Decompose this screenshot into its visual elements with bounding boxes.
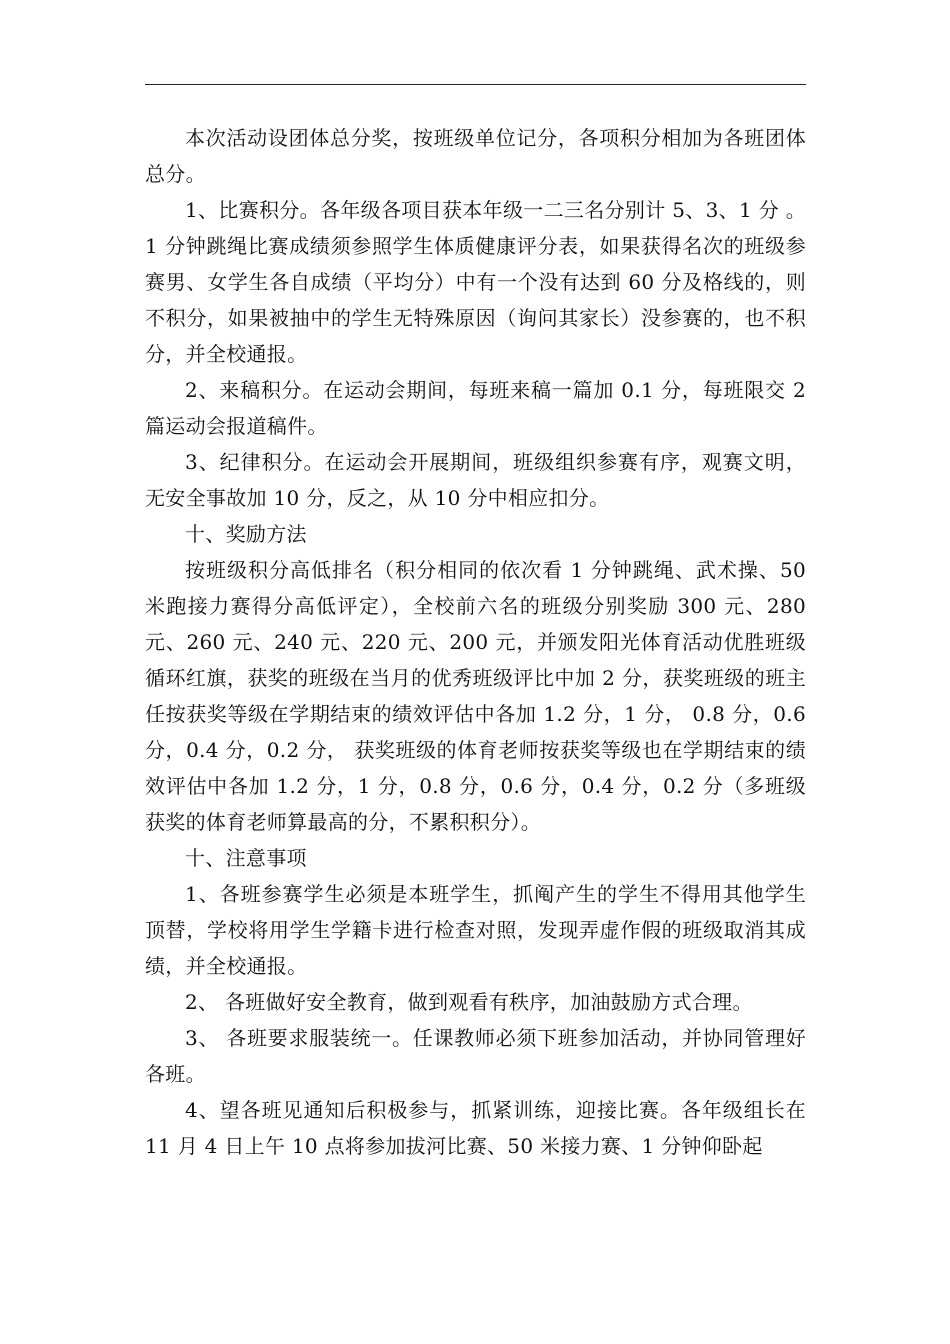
paragraph-note-1: 1、各班参赛学生必须是本班学生，抓阄产生的学生不得用其他学生顶替，学校将用学生学籍卡进行检查对照，发现弄虚作假的班级取消其成绩，并全校通报。 [145, 882, 806, 978]
paragraph-submission-points: 2、来稿积分。在运动会期间，每班来稿一篇加 0.1 分，每班限交 2 篇运动会报道稿件。 [145, 378, 806, 438]
paragraph-competition-points: 1、比赛积分。各年级各项目获本年级一二三名分别计 5、3、1 分 。1 分钟跳绳比赛成绩须参照学生体质健康评分表，如果获得名次的班级参赛男、女学生各自成绩（平均分）中有一个没有达到 60 分及格线的，则不积分，如果被抽中的学生无特殊原因（询问其家长）没参赛的，也不积分，并全校通报。 [145, 198, 806, 366]
document-body [145, 120, 806, 1164]
paragraph-team-score: 本次活动设团体总分奖，按班级单位记分，各项积分相加为各班团体总分。 [145, 126, 806, 186]
paragraph-rewards: 按班级积分高低排名（积分相同的依次看 1 分钟跳绳、武术操、50 米跑接力赛得分高低评定），全校前六名的班级分别奖励 300 元、280 元、260 元、240 元、220 元、200 元，并颁发阳光体育活动优胜班级循环红旗，获奖的班级在当月的优秀班级评比中加 2 分，获奖班级的班主任按获奖等级在学期结束的绩效评估中各加 1.2 分，1 分， 0.8 分，0.6 分，0.4 分，0.2 分， 获奖班级的体育老师按获奖等级也在学期结束的绩效评估中各加 1.2 分，1 分，0.8 分，0.6 分，0.4 分，0.2 分（多班级获奖的体育老师算最高的分，不累积积分）。 [145, 558, 806, 834]
section-heading-rewards: 十、奖励方法 [185, 522, 307, 546]
header-rule [145, 84, 806, 85]
paragraph-note-4: 4、望各班见通知后积极参与，抓紧训练，迎接比赛。各年级组长在 11 月 4 日上午 10 点将参加拔河比赛、50 米接力赛、1 分钟仰卧起 [145, 1098, 806, 1158]
paragraph-note-3: 3、 各班要求服装统一。任课教师必须下班参加活动，并协同管理好各班。 [145, 1026, 806, 1086]
paragraph-note-2: 2、 各班做好安全教育，做到观看有秩序，加油鼓励方式合理。 [185, 990, 753, 1014]
section-heading-notes: 十、注意事项 [185, 846, 307, 870]
paragraph-discipline-points: 3、纪律积分。在运动会开展期间，班级组织参赛有序，观赛文明，无安全事故加 10 分，反之，从 10 分中相应扣分。 [145, 450, 806, 510]
